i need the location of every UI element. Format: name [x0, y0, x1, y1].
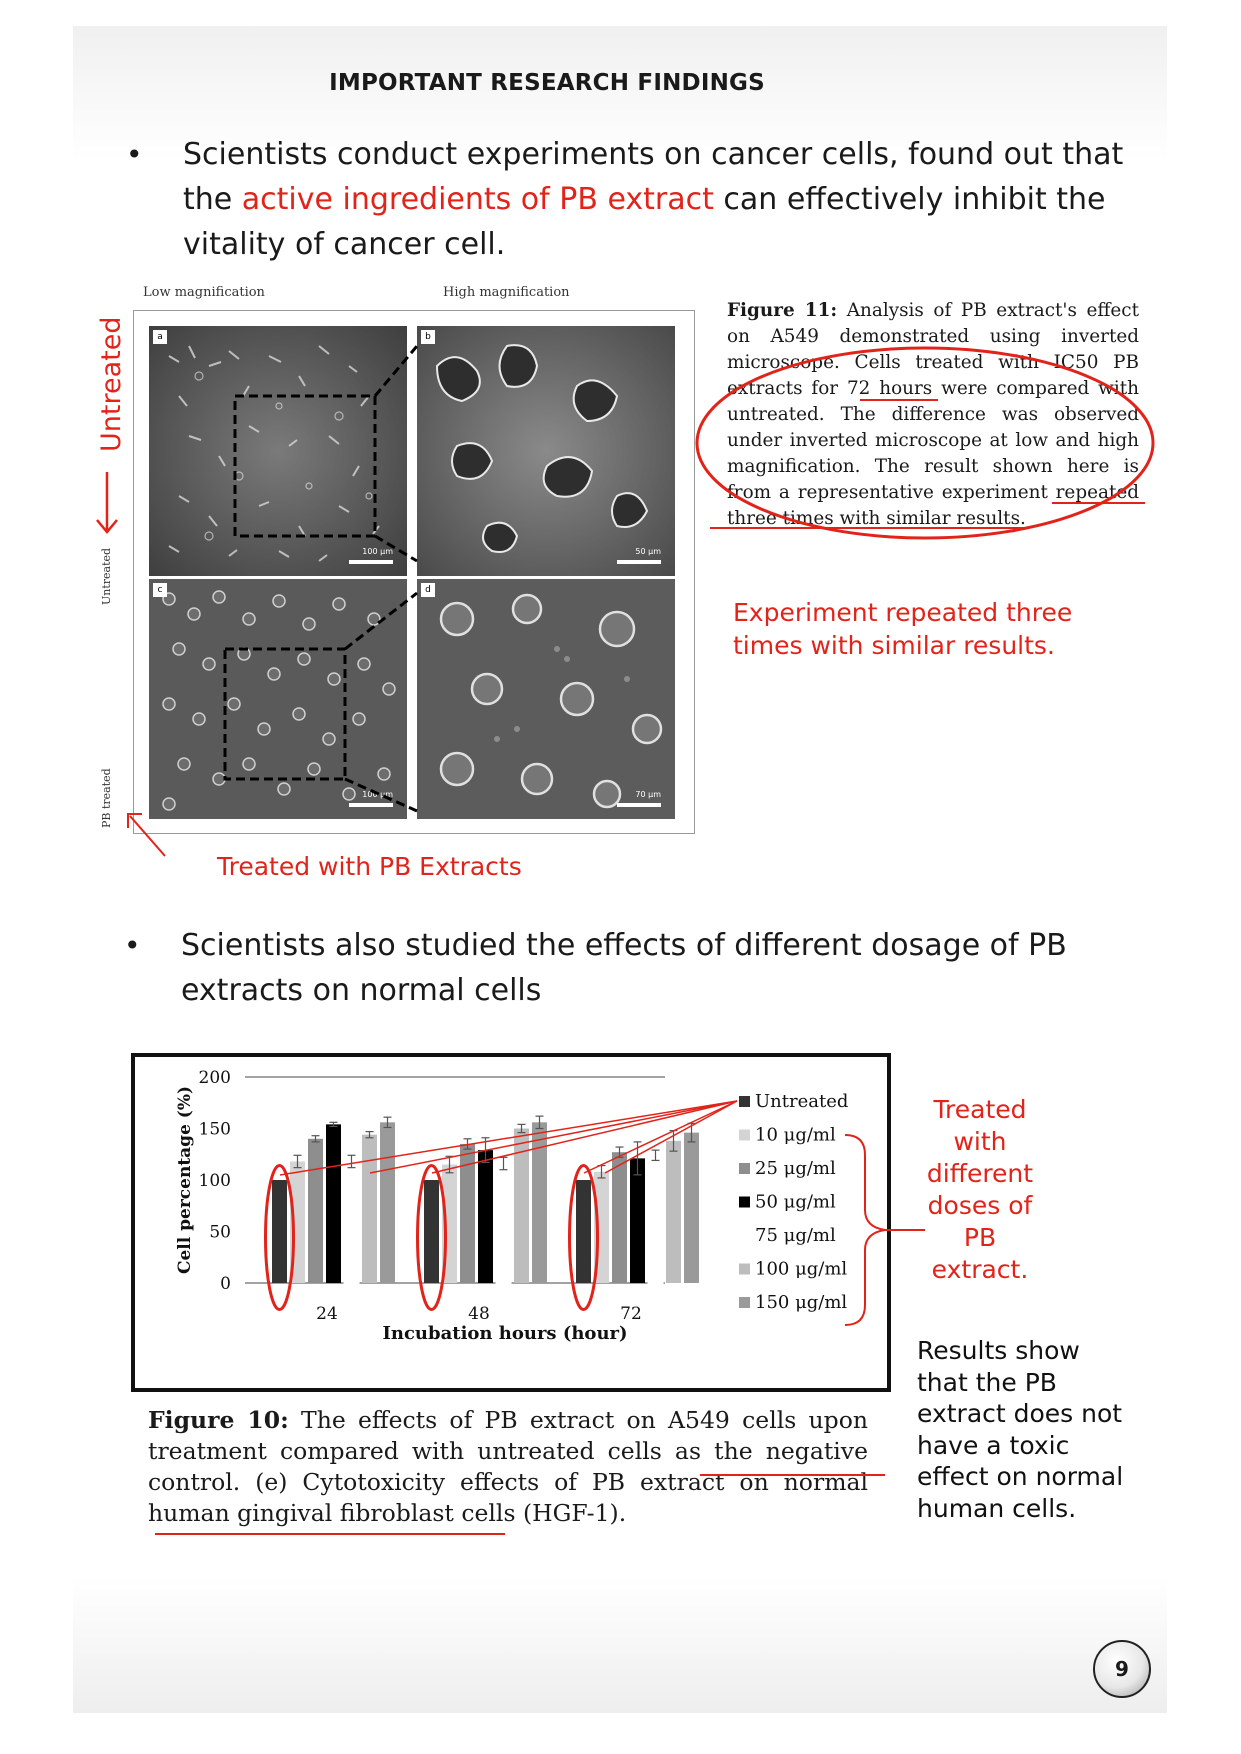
bar	[666, 1141, 681, 1283]
bar	[326, 1124, 341, 1283]
y-tick-label: 150	[198, 1119, 231, 1140]
bar	[424, 1180, 439, 1283]
bullet-normal-cells	[124, 923, 1141, 1013]
legend-swatch	[739, 1197, 750, 1208]
highlight-active-ingredients: active ingredients of PB extract	[241, 182, 714, 217]
y-tick-label: 50	[209, 1222, 231, 1243]
x-tick-label: 72	[620, 1304, 642, 1324]
bar	[630, 1158, 645, 1283]
chart-svg	[135, 1057, 887, 1388]
figure-11-label: Figure 11:	[727, 300, 838, 321]
bar	[272, 1180, 287, 1283]
results-note: Results show that the PB extract does not have a toxic effect on normal human cells.	[917, 1336, 1124, 1523]
annotation-line	[370, 1101, 737, 1173]
legend-label: 150 μg/ml	[755, 1292, 848, 1313]
figure-11-text: Analysis of PB extract's effect on A549 demonstrated using inverted microscope. Cells treated with IC50 PB extracts for 72 hours were compared with untreated. The difference was observed under inverted microscope at low and high magnification. The result shown here is from a representative experiment repeated three times with similar results.	[727, 300, 1139, 529]
figure-10-label: Figure 10:	[148, 1406, 289, 1434]
panel-label-a: a	[153, 330, 167, 344]
side-label-untreated-small: Untreated	[100, 547, 113, 605]
micrograph-figure	[133, 310, 695, 834]
page-number-badge: 9	[1093, 1640, 1151, 1698]
y-tick-label: 0	[220, 1274, 231, 1294]
legend-bracket	[840, 1130, 930, 1330]
bullet-cancer-findings	[126, 132, 1143, 267]
bar	[362, 1135, 377, 1283]
x-tick-label: 48	[468, 1304, 490, 1324]
page-title: IMPORTANT RESEARCH FINDINGS	[329, 70, 765, 96]
y-axis-label: Cell percentage (%)	[175, 1085, 195, 1275]
legend-swatch	[739, 1130, 750, 1141]
legend-label: 25 μg/ml	[755, 1158, 836, 1179]
bullet-dot: •	[124, 929, 141, 962]
pointer-arrow-icon	[120, 806, 180, 866]
figure-10-text: The effects of PB extract on A549 cells upon treatment compared with untreated cells as the negative control. (e) Cytotoxicity effects of PB extract on normal human gingival fibroblast cells (HGF-1).	[148, 1406, 868, 1527]
legend-label: 100 μg/ml	[755, 1258, 848, 1280]
scale-label-d: 70 μm	[635, 790, 661, 799]
bar	[344, 1161, 359, 1283]
legend-swatch	[739, 1096, 750, 1107]
x-tick-label: 24	[316, 1304, 338, 1324]
experiment-repeated-note: Experiment repeated three times with similar results.	[733, 598, 1073, 660]
y-tick-label: 100	[198, 1171, 231, 1191]
legend-swatch	[739, 1264, 750, 1275]
bar	[648, 1155, 663, 1283]
y-tick-label: 200	[198, 1068, 231, 1088]
x-axis-label: Incubation hours (hour)	[382, 1323, 628, 1344]
legend-label: 10 μg/ml	[755, 1124, 836, 1146]
legend-swatch	[739, 1230, 750, 1241]
bar	[478, 1150, 493, 1283]
treated-doses-note: Treated with different doses of PB extract.	[926, 1095, 1034, 1284]
side-label-pbtreated-small: PB treated	[100, 768, 113, 828]
side-label-untreated-red: Untreated	[96, 316, 127, 452]
caption-highlight-ellipse	[690, 340, 1160, 565]
high-magnification-label: High magnification	[443, 285, 570, 300]
treated-with-pb-note: Treated with PB Extracts	[217, 852, 522, 881]
bar	[684, 1133, 699, 1283]
low-magnification-label: Low magnification	[143, 285, 265, 300]
zoom-connector-lines	[134, 311, 694, 833]
bar	[496, 1164, 511, 1283]
bar	[308, 1139, 323, 1283]
panel-label-d: d	[421, 583, 435, 597]
panel-label-c: c	[153, 583, 167, 597]
panel-label-b: b	[421, 330, 435, 344]
cytotoxicity-bar-chart	[131, 1053, 891, 1392]
bullet-dot: •	[126, 138, 143, 171]
legend-swatch	[739, 1297, 750, 1308]
scale-label-c: 100 μm	[362, 790, 393, 799]
bar	[380, 1122, 395, 1283]
bullet1-line2: the active ingredients of PB extract can effectively inhibit the	[183, 182, 1106, 217]
bullet1-line1: Scientists conduct experiments on cancer cells, found out that	[183, 137, 1124, 172]
legend-swatch	[739, 1163, 750, 1174]
legend-label: Untreated	[755, 1091, 849, 1112]
bullet2-line1: Scientists also studied the effects of different dosage of PB	[181, 928, 1067, 963]
down-arrow-icon	[92, 470, 122, 540]
bullet2-line2: extracts on normal cells	[181, 973, 542, 1008]
legend-label: 75 μg/ml	[755, 1225, 836, 1246]
scale-label-a: 100 μm	[362, 547, 393, 556]
scale-label-b: 50 μm	[635, 547, 661, 556]
bar	[576, 1180, 591, 1283]
bullet1-line3: vitality of cancer cell.	[183, 227, 506, 262]
bar	[612, 1152, 627, 1283]
caption-underlines	[140, 1470, 890, 1540]
legend-label: 50 μg/ml	[755, 1191, 836, 1213]
